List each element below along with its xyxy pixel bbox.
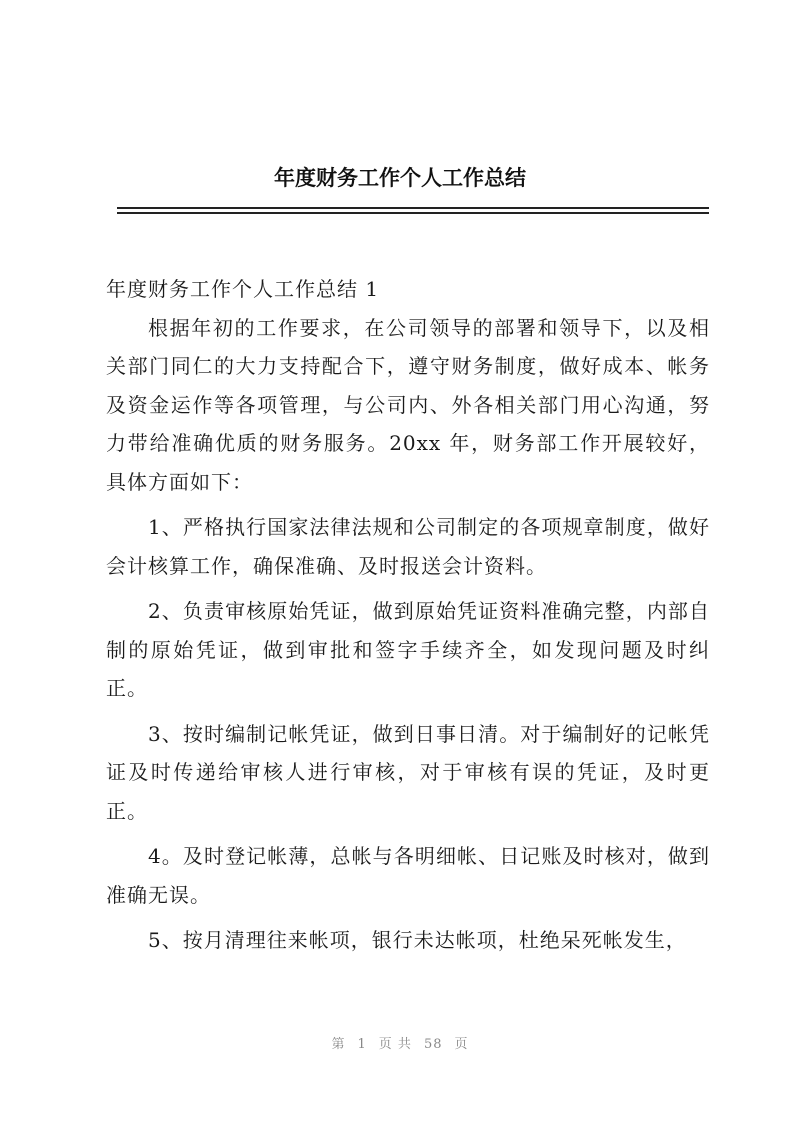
paragraph-item-2: 2、负责审核原始凭证，做到原始凭证资料准确完整，内部自制的原始凭证，做到审批和签字手续齐全，如发现问题及时纠正。 [106, 599, 710, 700]
footer-total-pages: 58 [423, 1037, 443, 1052]
paragraph-item-5: 5、按月清理往来帐项，银行未达帐项，杜绝呆死帐发生， [148, 928, 687, 952]
footer-middle: 页 共 [378, 1037, 412, 1052]
footer-suffix: 页 [454, 1037, 469, 1052]
document-body [106, 270, 710, 960]
title-divider-bottom [117, 212, 709, 214]
footer-page-number: 1 [357, 1037, 367, 1052]
paragraph-item-1: 1、严格执行国家法律法规和公司制定的各项规章制度，做好会计核算工作，确保准确、及时报送会计资料。 [106, 515, 710, 578]
document-title: 年度财务工作个人工作总结 [274, 166, 526, 190]
section-heading: 年度财务工作个人工作总结 1 [106, 277, 380, 301]
paragraph-item-3: 3、按时编制记帐凭证，做到日事日清。对于编制好的记帐凭证及时传递给审核人进行审核，对于审核有误的凭证，及时更正。 [106, 721, 710, 823]
title-divider-top [117, 207, 709, 209]
paragraph-intro: 根据年初的工作要求，在公司领导的部署和领导下，以及相关部门同仁的大力支持配合下，遵守财务制度，做好成本、帐务及资金运作等各项管理，与公司内、外各相关部门用心沟通，努力带给准确优质的财务服务。20xx 年，财务部工作开展较好，具体方面如下： [106, 315, 710, 494]
page-footer [0, 1033, 800, 1052]
footer-prefix: 第 [331, 1037, 346, 1052]
paragraph-item-4: 4。及时登记帐薄，总帐与各明细帐、日记账及时核对，做到准确无误。 [106, 844, 710, 907]
